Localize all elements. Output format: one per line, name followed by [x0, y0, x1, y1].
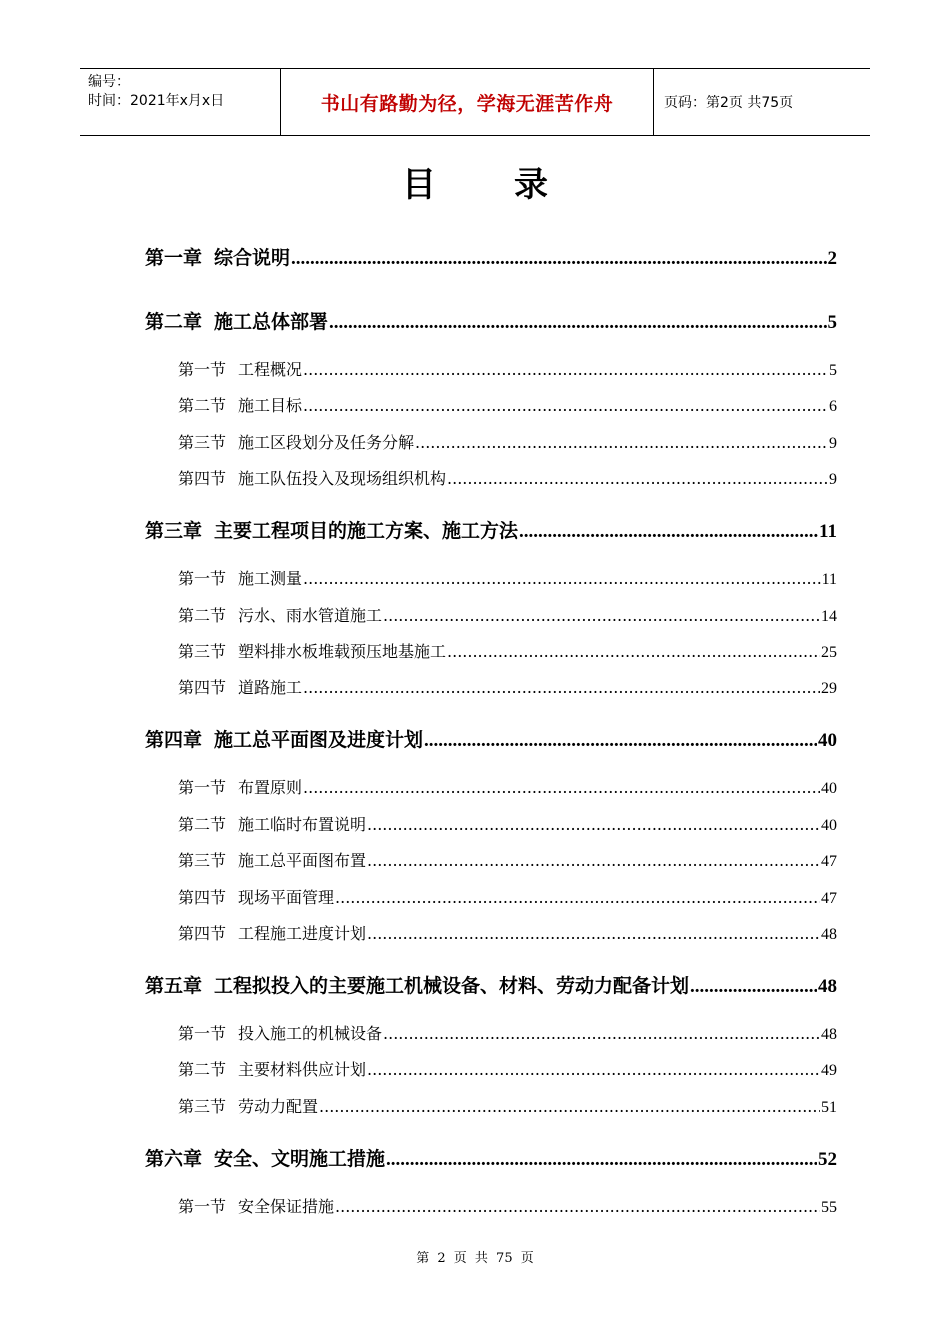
- toc-section-entry[interactable]: [178, 1021, 837, 1044]
- toc-dot-leader: [303, 569, 821, 588]
- toc-entry-title: 布置原则: [238, 778, 303, 798]
- toc-entry-page: 48: [818, 976, 837, 997]
- toc-section-entry[interactable]: [178, 357, 837, 380]
- toc-dot-leader: [367, 924, 820, 943]
- toc-entry-title: 安全、文明施工措施: [214, 1147, 386, 1170]
- toc-dot-leader: [424, 729, 817, 752]
- toc-dot-leader: [303, 396, 828, 415]
- toc-dot-leader: [303, 678, 820, 697]
- toc-entry-page: 48: [821, 1026, 837, 1043]
- toc-chapter-entry[interactable]: [145, 307, 837, 334]
- toc-entry-number: 第五章: [145, 975, 203, 997]
- toc-entry-number: 第三节: [178, 432, 227, 452]
- toc-entry-page: 5: [829, 362, 837, 379]
- toc-entry-page: 52: [818, 1148, 837, 1170]
- toc-entry-title: 投入施工的机械设备: [238, 1024, 383, 1043]
- toc-entry-page: 14: [821, 607, 837, 625]
- toc-entry-number: 第三章: [145, 520, 203, 543]
- toc-section-entry[interactable]: [178, 675, 837, 698]
- toc-section-entry[interactable]: [178, 885, 837, 908]
- toc-entry-title: 主要工程项目的施工方案、施工方法: [214, 520, 519, 543]
- toc-entry-title: 工程拟投入的主要施工机械设备、材料、劳动力配备计划: [214, 975, 690, 997]
- toc-dot-leader: [367, 851, 820, 870]
- toc-entry-page: 29: [821, 680, 837, 698]
- toc-dot-leader: [383, 606, 820, 625]
- toc-section-entry[interactable]: [178, 466, 837, 489]
- toc-dot-leader: [319, 1097, 820, 1116]
- page-footer: 第 2 页 共 75 页: [416, 1251, 534, 1266]
- toc-entry-title: 施工总体部署: [214, 311, 329, 333]
- toc-entry-title: 施工临时布置说明: [238, 814, 367, 834]
- header-motto: 书山有路勤为径，学海无涯苦作舟: [281, 69, 654, 135]
- header-time-label: 时间：2021年x月x日: [88, 93, 225, 109]
- toc-entry-page: 9: [829, 471, 837, 489]
- toc-entry-page: 48: [821, 926, 837, 943]
- toc-entry-page: 11: [819, 521, 837, 543]
- toc-entry-number: 第一节: [178, 778, 227, 798]
- toc-section-entry[interactable]: [178, 921, 837, 944]
- toc-section-entry[interactable]: [178, 848, 837, 871]
- toc-chapter-entry[interactable]: [145, 725, 837, 752]
- toc-entry-number: 第二节: [178, 814, 227, 834]
- toc-entry-number: 第二节: [178, 605, 227, 625]
- toc-entry-number: 第一节: [178, 1024, 227, 1043]
- toc-dot-leader: [367, 815, 820, 834]
- toc-entry-title: 施工总平面图布置: [238, 851, 367, 871]
- toc-section-entry[interactable]: [178, 812, 837, 835]
- toc-entry-page: 5: [827, 312, 837, 333]
- header-page-info: 页码：第2页 共75页: [664, 95, 794, 111]
- toc-entry-number: 第六章: [145, 1147, 203, 1170]
- toc-section-entry[interactable]: [178, 1094, 837, 1117]
- toc-chapter-entry[interactable]: [145, 243, 837, 270]
- toc-entry-title: 施工目标: [238, 396, 303, 416]
- toc-entry-title: 施工区段划分及任务分解: [238, 432, 415, 452]
- page-title: 目录: [402, 165, 626, 205]
- toc-section-entry[interactable]: [178, 430, 837, 453]
- toc-section-entry[interactable]: [178, 775, 837, 798]
- toc-chapter-entry[interactable]: [145, 971, 837, 998]
- toc-entry-page: 47: [821, 889, 837, 907]
- toc-entry-page: 51: [821, 1098, 837, 1116]
- toc-entry-title: 劳动力配置: [238, 1096, 319, 1116]
- toc-entry-number: 第一节: [178, 360, 227, 379]
- toc-dot-leader: [291, 247, 826, 270]
- toc-entry-number: 第三节: [178, 642, 227, 661]
- toc-entry-title: 污水、雨水管道施工: [238, 605, 383, 625]
- toc-entry-title: 工程概况: [238, 360, 303, 379]
- toc-entry-page: 55: [821, 1198, 837, 1216]
- toc-entry-number: 第四章: [145, 729, 203, 752]
- toc-section-entry[interactable]: [178, 566, 837, 589]
- toc-entry-number: 第三节: [178, 1096, 227, 1116]
- toc-entry-title: 施工队伍投入及现场组织机构: [238, 469, 447, 489]
- toc-entry-number: 第三节: [178, 851, 227, 871]
- toc-entry-page: 40: [821, 780, 837, 798]
- toc-dot-leader: [303, 360, 828, 379]
- toc-dot-leader: [415, 433, 828, 452]
- toc-dot-leader: [447, 642, 820, 661]
- toc-entry-number: 第二节: [178, 1060, 227, 1080]
- toc-section-entry[interactable]: [178, 603, 837, 626]
- toc-entry-number: 第二章: [145, 311, 203, 333]
- toc-entry-number: 第一章: [145, 247, 203, 269]
- toc-entry-page: 9: [829, 434, 837, 452]
- toc-entry-number: 第四节: [178, 924, 227, 943]
- toc-entry-page: 49: [821, 1062, 837, 1080]
- toc-section-entry[interactable]: [178, 1194, 837, 1217]
- toc-entry-title: 安全保证措施: [238, 1196, 335, 1216]
- toc-entry-title: 施工总平面图及进度计划: [214, 729, 424, 752]
- toc-entry-page: 25: [821, 644, 837, 661]
- toc-entry-page: 11: [821, 571, 837, 589]
- toc-dot-leader: [447, 469, 828, 488]
- toc-entry-page: 40: [821, 816, 837, 834]
- toc-dot-leader: [329, 311, 826, 334]
- toc-entry-number: 第四节: [178, 678, 227, 698]
- toc-dot-leader: [519, 520, 818, 543]
- toc-chapter-entry[interactable]: [145, 1144, 837, 1171]
- toc-entry-page: 2: [827, 248, 837, 269]
- toc-dot-leader: [690, 975, 817, 998]
- toc-dot-leader: [303, 778, 820, 797]
- toc-entry-page: 6: [829, 398, 837, 416]
- toc-entry-title: 主要材料供应计划: [238, 1060, 367, 1080]
- toc-entry-page: 47: [821, 853, 837, 871]
- header-code-label: 编号：: [88, 74, 130, 90]
- toc-entry-title: 工程施工进度计划: [238, 924, 367, 943]
- toc-chapter-entry[interactable]: [145, 516, 837, 543]
- toc-entry-number: 第四节: [178, 887, 227, 907]
- toc-entry-title: 综合说明: [214, 247, 291, 269]
- toc-entry-title: 现场平面管理: [238, 887, 335, 907]
- toc-entry-title: 道路施工: [238, 678, 303, 698]
- toc-section-entry[interactable]: [178, 639, 837, 662]
- toc-entry-title: 塑料排水板堆载预压地基施工: [238, 642, 447, 661]
- toc-dot-leader: [335, 888, 820, 907]
- toc-dot-leader: [367, 1060, 820, 1079]
- toc-entry-number: 第四节: [178, 469, 227, 489]
- toc-dot-leader: [335, 1197, 820, 1216]
- toc-entry-title: 施工测量: [238, 569, 303, 589]
- toc-section-entry[interactable]: [178, 393, 837, 416]
- toc-entry-page: 40: [818, 730, 837, 752]
- toc-entry-number: 第二节: [178, 396, 227, 416]
- toc-dot-leader: [383, 1024, 820, 1043]
- toc-section-entry[interactable]: [178, 1057, 837, 1080]
- toc-entry-number: 第一节: [178, 1196, 227, 1216]
- toc-dot-leader: [386, 1148, 817, 1171]
- toc-entry-number: 第一节: [178, 569, 227, 589]
